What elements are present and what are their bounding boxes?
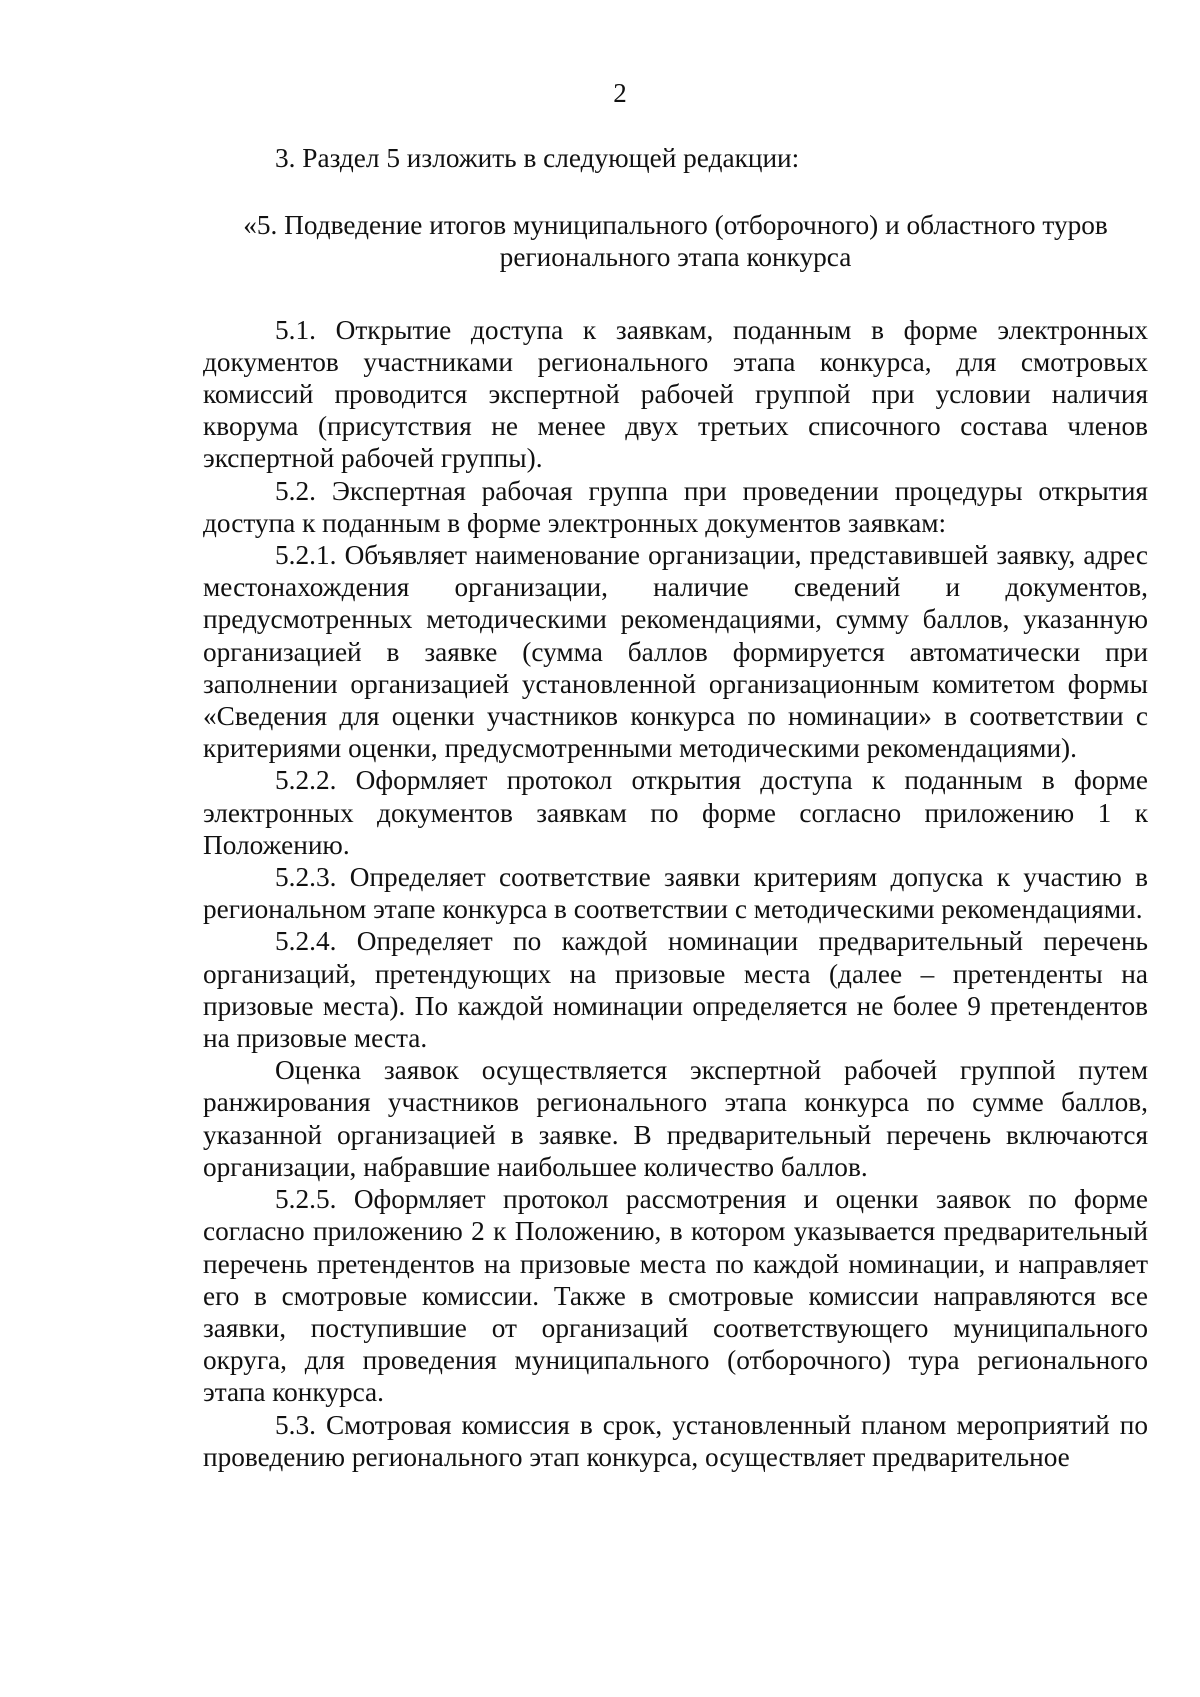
page-number: 2 bbox=[613, 78, 627, 108]
paragraph-5-2-5: 5.2.5. Оформляет протокол рассмотрения и оценки заявок по форме согласно приложению 2 к Положению, в котором указывается предварительный перечень претендентов на призовые места по каждой номинации, и направляет его в смотровые комиссии. Также в смотровые комиссии направляются все заявки, поступившие от организаций соответствующего муниципального округа, для проведения муниципального (отборочного) тура регионального этапа конкурса. bbox=[203, 1184, 1148, 1408]
paragraph-5-2-2: 5.2.2. Оформляет протокол открытия доступа к поданным в форме электронных документов заявкам по форме согласно приложению 1 к Положению. bbox=[203, 765, 1148, 860]
section-title-line-1: «5. Подведение итогов муниципального (отборочного) и областного туров bbox=[243, 210, 1108, 241]
paragraph-5-2: 5.2. Экспертная рабочая группа при проведении процедуры открытия доступа к поданным в форме электронных документов заявкам: bbox=[203, 475, 1148, 538]
document-body bbox=[203, 142, 1148, 1473]
paragraph-5-3: 5.3. Смотровая комиссия в срок, установленный планом мероприятий по проведению регионального этап конкурса, осуществляет предварительное bbox=[203, 1409, 1148, 1472]
section-title-line-2: регионального этапа конкурса bbox=[499, 242, 852, 273]
paragraph-5-1: 5.1. Открытие доступа к заявкам, поданным в форме электронных документов участниками регионального этапа конкурса, для смотровых комиссий проводится экспертной рабочей группой при условии наличия кворума (присутствия не менее двух третьих списочного состава членов экспертной рабочей группы). bbox=[203, 314, 1148, 474]
intro-paragraph: 3. Раздел 5 изложить в следующей редакции: bbox=[275, 143, 800, 173]
paragraph-evaluation: Оценка заявок осуществляется экспертной рабочей группой путем ранжирования участников регионального этапа конкурса по сумме баллов, указанной организацией в заявке. В предварительный перечень включаются организации, набравшие наибольшее количество баллов. bbox=[203, 1055, 1148, 1182]
section-title bbox=[203, 209, 1148, 273]
paragraph-5-2-1: 5.2.1. Объявляет наименование организации, представившей заявку, адрес местонахождения организации, наличие сведений и документов, предусмотренных методическими рекомендациями, сумму баллов, указанную организацией в заявке (сумма баллов формируется автоматически при заполнении организацией установленной организационным комитетом формы «Сведения для оценки участников конкурса по номинации» в соответствии с критериями оценки, предусмотренными методическими рекомендациями). bbox=[203, 540, 1148, 764]
paragraph-5-2-4: 5.2.4. Определяет по каждой номинации предварительный перечень организаций, претендующих на призовые места (далее – претенденты на призовые места). По каждой номинации определяется не более 9 претендентов на призовые места. bbox=[203, 926, 1148, 1054]
paragraph-5-2-3: 5.2.3. Определяет соответствие заявки критериям допуска к участию в региональном этапе конкурса в соответствии с методическими рекомендациями. bbox=[203, 862, 1148, 925]
